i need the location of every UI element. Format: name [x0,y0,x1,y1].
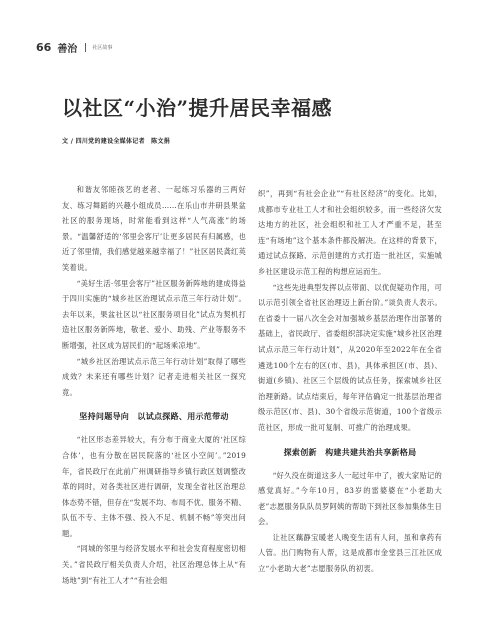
page-number: 66 [36,40,52,54]
article-byline: 文 / 四川党的建设全媒体记者 陈文捐 [62,138,171,145]
paragraph: “社区形态差异较大，有分布于商业大厦的‘社区综合体’，也有分散在居民院落的‘社区小空间’。”2019年，省民政厅在此前广州调研指导乡镇行政区划调整改革的同时，对各类社区进行调研，发现全省社区治理总体态势不错，但存在“发展不均、布局不优、服务不精、队伍不专、主体不强、投入不足、机制不畅”等突出问题。 [62,435,246,538]
section-heading: 坚持问题导向 以试点探路、用示范带动 [79,412,229,422]
paragraph: 和谐友邻睦孩艺的老者、一起练习乐器的三两好友、练习舞蹈的兴趣小组成员……在乐山市井研县果盆社区的服务现场，时常能看到这样“人气高涨”的场景。“温馨舒适的‘邻里会客厅’让更多居民有归属感，也近了邻里情，我们感觉越来越幸福了！”社区居民龚红英笑着说。 [62,185,246,272]
paragraph: “城乡社区治理试点示范三年行动计划”取得了哪些成效？未来还有哪些计划？记者走进相关社区一探究竟。 [62,356,246,397]
paragraph: “美好生活·邻里会客厅”社区服务新阵地的建成得益于四川实施的“城乡社区治理试点示范三年行动计划”。去年以来，果盆社区以“社区服务项目化”试点为契机打造社区服务新阵地，敬老、爱小、助残、产业等服务不断增强，社区成为居民们的“起场乘凉地”。 [62,278,246,350]
paragraph: “这些先进典型发挥以点带面、以优促疑功作用，可以示范引领全省社区治理迈上新台阶。”谈负责人表示。在省委十一届八次全会对加强城乡基层治理作出部署的基础上，省民政厅、省委组织部决定实施“城乡社区治理试点示范三年行动计划”，从2020年至2022年在全省遴选100个左右的区(市、县)，具体承担区(市、县)、街道(乡镇)、社区三个层级的试点任务，探索城乡社区治理新路。试点结束后，每年评估确定一批基层治理省级示范区(市、县)、30个省级示范街道，100个省级示范社区，形成一批可复制、可推广的治理成果。 [258,282,442,432]
page-header [36,40,112,54]
right-column [258,186,442,577]
section-name: 善治 [57,43,78,55]
left-column [62,182,246,588]
article-title: 以社区“小治”提升居民幸福感 [62,96,333,120]
section-heading: 探索创新 构建共建共治共享新格局 [283,447,417,457]
paragraph: “同城的邻里与经济发展水平和社会发育程度密切相关。”省民政厅相关负责人介绍，社区治理总体上从“有场地”到“有社工人才”“有社会组 [62,544,246,585]
header-divider [85,43,86,52]
column-name: 社区故事 [92,44,113,51]
paragraph: 织”，再到“有社会企业”“有社区经济”的变化。比如，成都市专业社工人才和社会组织较多，而一些经济欠发达地方的社区，社会组织和社工人才严重不足，甚至连“有场地”这个基本条件都没解决。在这样的背景下，通过试点探路、示范创建的方式打造一批社区，实施城乡社区建设示范工程的构想应运而生。 [258,189,442,276]
paragraph: 让社区藕静宝暖老人晚变生活有人问，虽和拿药有人管。出门购物有人帮，这是成都市金堂县三江社区成立“小老助大老”志愿服务队的初衷。 [258,532,442,574]
paragraph: “好久没在街道这多人一起过年中了，被大家贴记的感觉真好。”今年10月，83岁的雷婆婆在“小老助大老”志愿服务队队员罗阿姨的帮助下到社区参加集体生日会。 [258,470,442,527]
